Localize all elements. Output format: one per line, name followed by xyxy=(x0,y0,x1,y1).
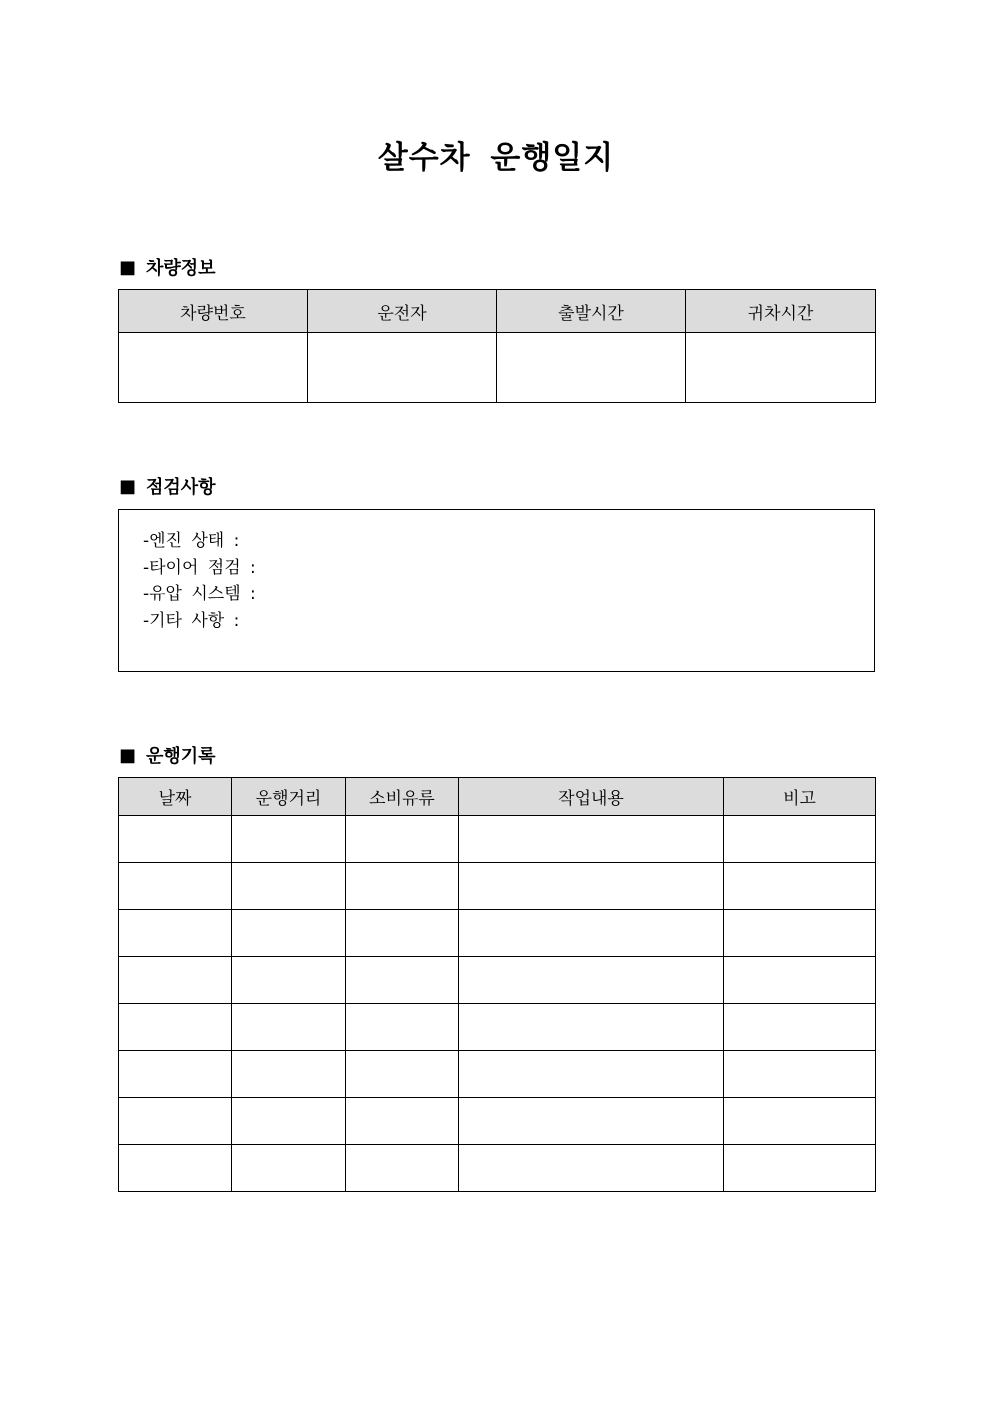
log-section-heading xyxy=(119,742,216,768)
inspection-section-heading xyxy=(119,473,216,499)
inspection-list xyxy=(119,510,874,634)
log-cell[interactable] xyxy=(119,863,232,910)
vehicle-info-table xyxy=(118,289,876,403)
vehicle-driver-cell[interactable] xyxy=(308,333,497,403)
vehicle-header-driver: 운전자 xyxy=(308,290,497,333)
log-cell[interactable] xyxy=(346,1051,459,1098)
vehicle-header-return: 귀차시간 xyxy=(686,290,876,333)
vehicle-header-row xyxy=(119,290,876,333)
log-cell[interactable] xyxy=(724,957,876,1004)
inspection-item-hydraulic: -유압 시스템 : xyxy=(143,584,256,604)
log-cell[interactable] xyxy=(459,863,724,910)
log-cell[interactable] xyxy=(232,910,346,957)
log-cell[interactable] xyxy=(459,1004,724,1051)
log-cell[interactable] xyxy=(119,1051,232,1098)
log-cell[interactable] xyxy=(346,1145,459,1192)
log-row xyxy=(119,1145,876,1192)
log-cell[interactable] xyxy=(119,1004,232,1051)
vehicle-section-title: 차량정보 xyxy=(146,258,216,279)
log-cell[interactable] xyxy=(346,1098,459,1145)
inspection-section-title: 점검사항 xyxy=(146,477,216,498)
log-cell[interactable] xyxy=(724,816,876,863)
log-cell[interactable] xyxy=(119,957,232,1004)
vehicle-header-plate: 차량번호 xyxy=(119,290,308,333)
vehicle-section-heading xyxy=(119,254,216,280)
log-cell[interactable] xyxy=(346,816,459,863)
vehicle-return-cell[interactable] xyxy=(686,333,876,403)
log-cell[interactable] xyxy=(346,863,459,910)
log-cell[interactable] xyxy=(346,957,459,1004)
square-bullet-icon: ■ xyxy=(119,475,137,497)
operation-log-table xyxy=(118,777,876,1192)
log-cell[interactable] xyxy=(119,1098,232,1145)
log-cell[interactable] xyxy=(232,957,346,1004)
log-cell[interactable] xyxy=(119,1145,232,1192)
log-cell[interactable] xyxy=(459,1145,724,1192)
log-cell[interactable] xyxy=(232,1004,346,1051)
inspection-box[interactable] xyxy=(118,509,875,672)
log-cell[interactable] xyxy=(724,863,876,910)
log-cell[interactable] xyxy=(724,1145,876,1192)
log-cell[interactable] xyxy=(232,863,346,910)
log-cell[interactable] xyxy=(232,1051,346,1098)
vehicle-header-departure: 출발시간 xyxy=(497,290,686,333)
log-cell[interactable] xyxy=(346,1004,459,1051)
log-cell[interactable] xyxy=(724,1051,876,1098)
log-cell[interactable] xyxy=(459,1051,724,1098)
page-title: 살수차 운행일지 xyxy=(377,140,615,176)
log-row xyxy=(119,1098,876,1145)
log-cell[interactable] xyxy=(724,1098,876,1145)
log-cell[interactable] xyxy=(724,1004,876,1051)
log-header-fuel: 소비유류 xyxy=(346,778,459,816)
square-bullet-icon: ■ xyxy=(119,256,137,278)
log-header-work: 작업내용 xyxy=(459,778,724,816)
log-row xyxy=(119,1004,876,1051)
log-row xyxy=(119,957,876,1004)
vehicle-input-row xyxy=(119,333,876,403)
log-cell[interactable] xyxy=(459,957,724,1004)
square-bullet-icon: ■ xyxy=(119,744,137,766)
log-cell[interactable] xyxy=(232,1145,346,1192)
log-cell[interactable] xyxy=(346,910,459,957)
log-row xyxy=(119,816,876,863)
inspection-item-engine: -엔진 상태 : xyxy=(143,531,240,551)
log-cell[interactable] xyxy=(119,910,232,957)
log-cell[interactable] xyxy=(119,816,232,863)
log-cell[interactable] xyxy=(232,1098,346,1145)
inspection-item-tire: -타이어 점검 : xyxy=(143,557,256,578)
log-header-distance: 운행거리 xyxy=(232,778,346,816)
inspection-item-other: -기타 사항 : xyxy=(143,610,240,631)
log-row xyxy=(119,910,876,957)
vehicle-plate-cell[interactable] xyxy=(119,333,308,403)
log-cell[interactable] xyxy=(724,910,876,957)
log-cell[interactable] xyxy=(459,910,724,957)
log-row xyxy=(119,1051,876,1098)
log-header-row xyxy=(119,778,876,816)
log-header-remarks: 비고 xyxy=(724,778,876,816)
log-row xyxy=(119,863,876,910)
log-section-title: 운행기록 xyxy=(146,746,216,767)
vehicle-departure-cell[interactable] xyxy=(497,333,686,403)
log-cell[interactable] xyxy=(459,1098,724,1145)
log-cell[interactable] xyxy=(232,816,346,863)
log-cell[interactable] xyxy=(459,816,724,863)
log-header-date: 날짜 xyxy=(119,778,232,816)
